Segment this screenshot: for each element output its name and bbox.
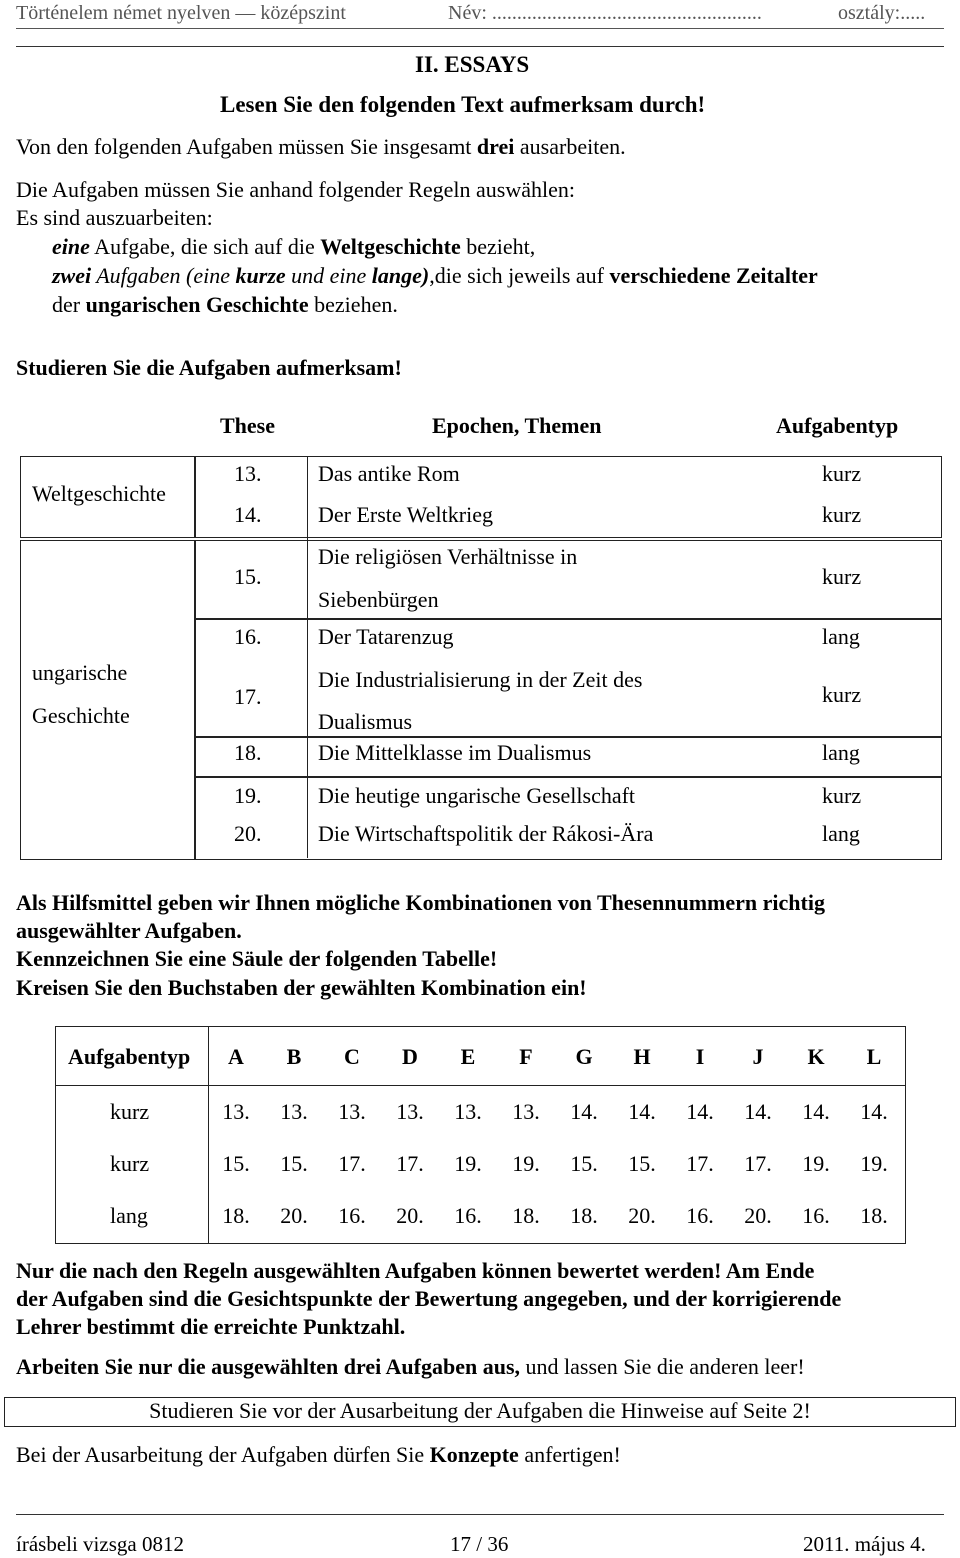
combo-cell: 17. [686,1151,714,1176]
text: und eine [285,263,372,288]
text: kurze [235,263,286,288]
thesis-type: kurz [822,502,862,527]
thesis-type: kurz [822,783,862,808]
help-line-2: ausgewählter Aufgaben. [16,918,242,943]
combo-cell: 15. [222,1151,250,1176]
intro-line-5 [52,263,818,289]
text: Weltgeschichte [320,234,461,259]
combo-cell: 19. [860,1151,888,1176]
thesis-topic: Die heutige ungarische Gesellschaft [318,783,636,808]
text: verschiedene Zeitalter [609,263,818,288]
combo-cell: 19. [512,1151,540,1176]
col-header-epochen: Epochen, Themen [432,413,602,438]
combo-cell: 17. [744,1151,772,1176]
combo-row-type: kurz [110,1099,150,1124]
thesis-num: 17. [234,684,262,709]
text: bezieht, [460,234,536,259]
combo-cell: 16. [802,1203,830,1228]
col-header-these: These [220,413,275,438]
header-name: Név: ...................................................... [448,2,762,24]
thesis-topic: Die Wirtschaftspolitik der Rákosi-Ära [318,821,654,846]
thesis-type: kurz [822,564,862,589]
footer-page: 17 / 36 [450,1532,509,1556]
combo-cell: 16. [686,1203,714,1228]
text: der [52,292,86,317]
combo-cell: 18. [222,1203,250,1228]
thesis-type: lang [822,740,860,765]
combo-cell: 20. [744,1203,772,1228]
text: zwei [52,263,92,288]
text-bold: Arbeiten Sie nur die ausgewählten drei Aufgaben aus, [16,1354,521,1379]
footer-rule [16,1514,944,1515]
group-label-geschichte: Geschichte [32,703,130,728]
intro-line-4 [52,234,535,260]
closing-line-2: der Aufgaben sind die Gesichtspunkte der Bewertung angegeben, und der korrigierende [16,1286,842,1311]
combo-cell: 14. [744,1099,772,1124]
text-bold: Konzepte [429,1442,519,1467]
thesis-type: lang [822,624,860,649]
combo-cell: 14. [686,1099,714,1124]
combo-cell: 20. [396,1203,424,1228]
combo-cell: 14. [628,1099,656,1124]
combo-cell: 16. [338,1203,366,1228]
combo-cell: 13. [280,1099,308,1124]
combo-cell: 14. [802,1099,830,1124]
thesis-num: 15. [234,564,262,589]
footer-date: 2011. május 4. [803,1532,926,1556]
combo-letter-c: C [344,1044,360,1069]
combo-letter-g: G [575,1044,593,1069]
combo-cell: 20. [280,1203,308,1228]
column-divider [307,456,308,858]
text: anfertigen! [518,1442,621,1467]
text: Bei der Ausarbeitung der Aufgaben dürfen Sie [16,1442,430,1467]
intro-line-3: Es sind auszuarbeiten: [16,205,213,230]
thesis-num: 13. [234,461,262,486]
thesis-num: 18. [234,740,262,765]
thesis-topic: Die Mittelklasse im Dualismus [318,740,592,765]
intro-line-2: Die Aufgaben müssen Sie anhand folgender Regeln auswählen: [16,177,576,202]
closing-line-3: Lehrer bestimmt die erreichte Punktzahl. [16,1314,406,1339]
thesis-num: 19. [234,783,262,808]
combo-cell: 17. [338,1151,366,1176]
combo-cell: 15. [280,1151,308,1176]
page-header [16,0,944,29]
thesis-topic: Das antike Rom [318,461,460,486]
combo-letter-e: E [460,1044,476,1069]
thesis-type: kurz [822,461,862,486]
thesis-topic: Der Erste Weltkrieg [318,502,493,527]
combo-cell: 15. [628,1151,656,1176]
help-line-1: Als Hilfsmittel geben wir Ihnen mögliche Kombinationen von Thesennummern richtig [16,890,825,915]
thesis-num: 20. [234,821,262,846]
thesis-topic-cont: Dualismus [318,709,413,734]
combo-cell: 13. [338,1099,366,1124]
text: ausarbeiten. [514,134,626,159]
combo-cell: 17. [396,1151,424,1176]
thesis-topic: Der Tatarenzug [318,624,454,649]
hint-box [4,1397,956,1427]
combo-column-divider [208,1027,209,1243]
combo-cell: 19. [454,1151,482,1176]
combo-letter-i: I [695,1044,705,1069]
combo-letter-a: A [228,1044,244,1069]
combo-letter-k: K [807,1044,825,1069]
text: eine [52,234,90,259]
group-label-weltgeschichte: Weltgeschichte [32,481,166,506]
combo-letter-f: F [519,1044,533,1069]
thesis-type: kurz [822,682,862,707]
combo-cell: 19. [802,1151,830,1176]
combo-cell: 16. [454,1203,482,1228]
intro-line-6 [52,292,398,318]
footer-exam: írásbeli vizsga 0812 [16,1532,184,1556]
header-subject: Történelem német nyelven — középszint [16,2,346,24]
study-instruction: Studieren Sie die Aufgaben aufmerksam! [16,355,402,380]
thesis-num: 16. [234,624,262,649]
text: lange) [371,263,430,288]
help-line-4: Kreisen Sie den Buchstaben der gewählten Kombination ein! [16,975,587,1000]
text: und lassen Sie die anderen leer! [520,1354,805,1379]
thesis-topic: Die Industrialisierung in der Zeit des [318,667,643,692]
thesis-topic: Die religiösen Verhältnisse in [318,544,578,569]
combo-cell: 14. [860,1099,888,1124]
combo-letter-h: H [633,1044,651,1069]
combo-letter-j: J [752,1044,764,1069]
group-box-ungarische [20,540,196,860]
help-line-3: Kennzeichnen Sie eine Säule der folgenden Tabelle! [16,946,498,971]
combo-cell: 15. [570,1151,598,1176]
combo-corner-label: Aufgabentyp [68,1044,191,1069]
closing-line-5 [16,1442,621,1468]
text: Aufgaben (eine [91,263,236,288]
thesis-table-header [0,413,960,443]
col-header-aufgabentyp: Aufgabentyp [776,413,899,438]
read-instruction: Lesen Sie den folgenden Text aufmerksam durch! [220,92,706,117]
thesis-type: lang [822,821,860,846]
combo-cell: 13. [396,1099,424,1124]
intro-line-1 [16,134,626,160]
combo-cell: 20. [628,1203,656,1228]
thesis-topic-cont: Siebenbürgen [318,587,439,612]
combo-row-divider [56,1085,905,1086]
section-title: II. ESSAYS [415,52,530,77]
closing-line-4 [16,1354,805,1380]
combo-cell: 18. [512,1203,540,1228]
text: Von den folgenden Aufgaben müssen Sie insgesamt [16,134,477,159]
combo-row-type: kurz [110,1151,150,1176]
text: Aufgabe, die sich auf die [89,234,321,259]
header-rule [16,46,944,47]
group-label-ungarische: ungarische [32,660,128,685]
thesis-num: 14. [234,502,262,527]
combo-cell: 18. [860,1203,888,1228]
combo-cell: 13. [512,1099,540,1124]
hint-text: Studieren Sie vor der Ausarbeitung der Aufgaben die Hinweise auf Seite 2! [149,1398,811,1423]
combo-letter-d: D [402,1044,418,1069]
combo-letter-b: B [286,1044,302,1069]
text: ,die sich jeweils auf [429,263,610,288]
combo-cell: 14. [570,1099,598,1124]
combo-cell: 18. [570,1203,598,1228]
text-bold: drei [476,134,515,159]
text: ungarischen Geschichte [85,292,309,317]
combo-letter-l: L [866,1044,882,1069]
combo-cell: 13. [222,1099,250,1124]
combo-row-type: lang [110,1203,148,1228]
combo-cell: 13. [454,1099,482,1124]
closing-line-1: Nur die nach den Regeln ausgewählten Aufgaben können bewertet werden! Am Ende [16,1258,815,1283]
text: beziehen. [308,292,398,317]
header-class: osztály:..... [838,2,926,24]
